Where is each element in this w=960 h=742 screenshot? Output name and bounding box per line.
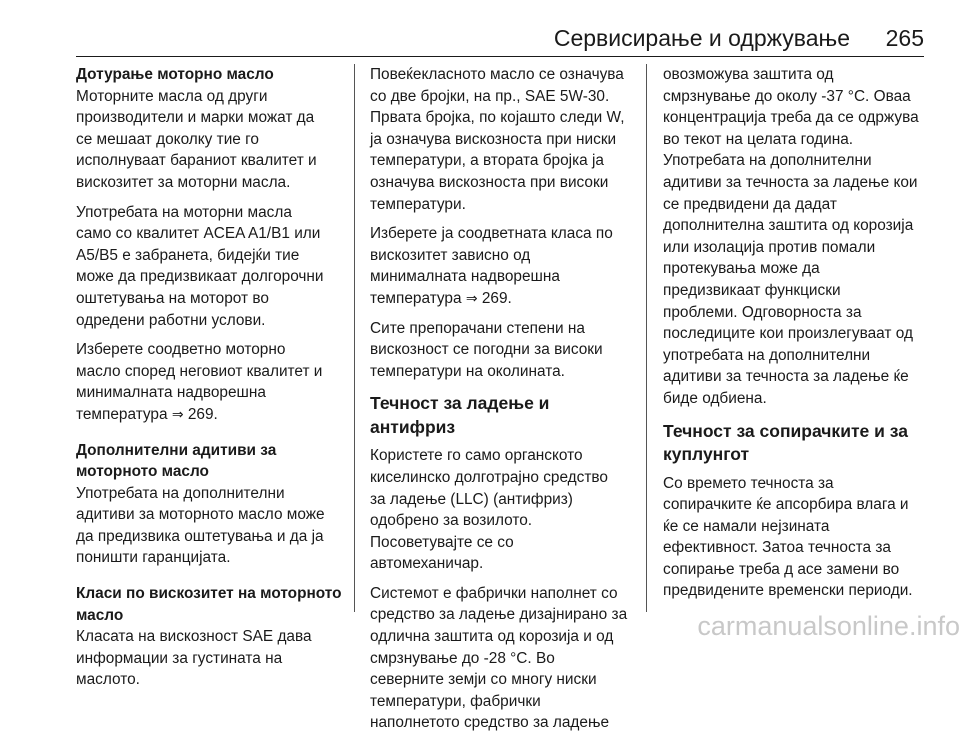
header-divider: [76, 56, 924, 57]
page-title: Сервисирање и одржување: [553, 25, 850, 51]
section-heading-coolant: Течност за ладење и антифриз: [370, 393, 550, 437]
page-reference-link[interactable]: 269.: [481, 289, 512, 307]
column-2: [370, 64, 636, 742]
reference-arrow-icon: ⇒: [171, 405, 184, 422]
page-header: [0, 0, 960, 60]
paragraph: Изберете ја соодветната класа по вискозитет зависно од минималната надворешна температура ⇒ 269.: [370, 225, 613, 307]
paragraph: Со времето течноста за сопирачките ќе апсорбира влага и ќе се намали нејзината ефективност. Затоа течноста за сопирање треба д асе замени во предвидените временски периоди.: [663, 474, 913, 600]
column-divider-1: [354, 64, 355, 612]
page-reference-link[interactable]: 269.: [187, 405, 218, 423]
section-viscosity-classes: [76, 583, 342, 691]
section-oil-additives: [76, 440, 342, 570]
paragraph: Сите препорачани степени на вискозност се погодни за високи температури на околината.: [370, 319, 603, 380]
paragraph: Изберете соодветно моторно масло според неговиот квалитет и минималната надворешна температура ⇒ 269.: [76, 341, 323, 423]
paragraph: Употребата на дополнителни адитиви за моторното масло може да предизвика оштетувања и да ја поништи гаранцијата.: [76, 484, 325, 567]
paragraph: овозможува заштита од смрзнување до околу -37 °C. Оваа концентрација треба да се одржува во текот на целата година. Употребата на дополнителни адитиви за течноста за ладење кои се предвидени да дадат дополнителна заштита од корозија или изолација против помали протекувања може да предизвикаат функциски проблеми. Одговорноста за последиците кои произлегуваат од употребата на дополнителни адитиви за течноста за ладење ќе биде одбиена.: [663, 66, 919, 407]
watermark: carmanualsonline.info: [697, 611, 960, 641]
section-heading: Дотурање моторно масло: [76, 66, 274, 83]
paragraph: Повеќекласното масло се означува со две бројки, на пр., SAE 5W-30. Првата бројка, по којашто следи W, ја означува вискозноста при ниски температури, а втората бројка ја означува вискозноста при високи температури.: [370, 66, 625, 213]
column-divider-2: [646, 64, 647, 612]
section-heading: Дополнителни адитиви за моторното масло: [76, 441, 277, 481]
paragraph: Системот е фабрички наполнет со средство за ладење дизајнирано за одлична заштита од корозија и од смрзнување до -28 °C. Во северните земји со многу ниски температури, фабрички наполнетото средство за ладење: [370, 584, 628, 732]
section-adding-engine-oil: [76, 64, 342, 426]
paragraph: Употребата на моторни масла само со квалитет ACEA A1/B1 или A5/B5 е забранета, бидејќи тие може да предизвикаат долгорочни оштетувања на моторот во одредени работни услови.: [76, 203, 324, 329]
column-1: [76, 64, 342, 705]
reference-arrow-icon: ⇒: [465, 289, 478, 306]
paragraph: Моторните масла од други производители и марки можат да се мешаат доколку тие го исполнуваат бараниот квалитет и вискозитет за моторни масла.: [76, 87, 317, 191]
page-number: 265: [885, 25, 924, 51]
paragraph: Користете го само органското киселинско долготрајно средство за ладење (LLC) (антифриз) одобрено за возилото. Посоветувајте се со автомеханичар.: [370, 447, 608, 573]
section-heading: Класи по вискозитет на моторното масло: [76, 585, 342, 624]
column-3: [663, 64, 929, 610]
section-heading-brake-fluid: Течност за сопирачките и за куплунгот: [663, 420, 908, 464]
paragraph: Класата на вискозност SAE дава информации за густината на маслото.: [76, 628, 312, 689]
